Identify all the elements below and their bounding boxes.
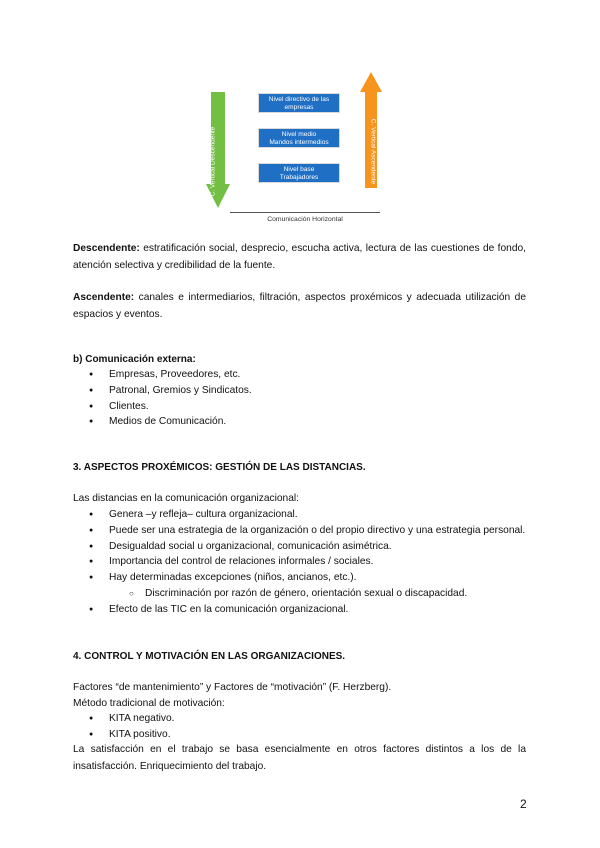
section3-intro: Las distancias en la comunicación organizacional: — [73, 493, 299, 504]
descending-label: C. Vertical Descendente — [209, 126, 217, 197]
communication-diagram — [200, 70, 400, 230]
section4-method: Método tradicional de motivación: — [73, 698, 225, 709]
list-item: ● Medios de Comunicación. — [73, 414, 543, 430]
list-item: ● Puede ser una estrategia de la organización o del propio directivo y una estrategia personal. — [73, 523, 543, 539]
list-item: ● KITA positivo. — [73, 727, 543, 743]
level-box-base: Nivel base Trabajadores — [258, 163, 340, 183]
list-item: ● Clientes. — [73, 399, 543, 415]
section4-factors: Factores “de mantenimiento” y Factores de “motivación” (F. Herzberg). — [73, 682, 392, 693]
level-box-middle: Nivel medio Mandos intermedios — [258, 128, 340, 148]
section4-closing: La satisfacción en el trabajo se basa esencialmente en otros factores distintos a los de la insatisfacción. Enriquecimiento del trabajo. — [73, 744, 526, 772]
list-item: ● Efecto de las TIC en la comunicación organizacional. — [73, 602, 543, 618]
section4-heading: 4. CONTROL Y MOTIVACIÓN EN LAS ORGANIZACIONES. — [73, 651, 346, 662]
sub-list-item: ○ Discriminación por razón de género, orientación sexual o discapacidad. — [73, 586, 543, 602]
list-item: ● Patronal, Gremios y Sindicatos. — [73, 383, 543, 399]
descendente-paragraph: Descendente: estratificación social, desprecio, escucha activa, lectura de las cuestiones de fondo, atención selectiva y credibilidad de la fuente. — [73, 243, 526, 271]
list-item: ● Desigualdad social u organizacional, comunicación asimétrica. — [73, 539, 543, 555]
level-box-directive: Nivel directivo de las empresas — [258, 93, 340, 113]
page-number: 2 — [520, 797, 527, 811]
ascending-label: C. Vertical Ascendente — [369, 118, 377, 185]
section4-list — [73, 711, 543, 743]
list-item: ● KITA negativo. — [73, 711, 543, 727]
list-item: ● Hay determinadas excepciones (niños, ancianos, etc.). — [73, 570, 543, 586]
horizontal-line — [230, 212, 380, 213]
list-item: ● Empresas, Proveedores, etc. — [73, 367, 543, 383]
list-item: ● Genera –y refleja– cultura organizacional. — [73, 507, 543, 523]
section3-list — [73, 507, 543, 618]
section3-heading: 3. ASPECTOS PROXÉMICOS: GESTIÓN DE LAS DISTANCIAS. — [73, 462, 366, 473]
external-list — [73, 367, 543, 430]
ascendente-paragraph: Ascendente: canales e intermediarios, filtración, aspectos proxémicos y adecuada utilización de espacios y eventos. — [73, 292, 526, 320]
list-item: ● Importancia del control de relaciones informales / sociales. — [73, 554, 543, 570]
external-heading: b) Comunicación externa: — [73, 354, 196, 365]
horizontal-label: Comunicación Horizontal — [267, 216, 343, 223]
